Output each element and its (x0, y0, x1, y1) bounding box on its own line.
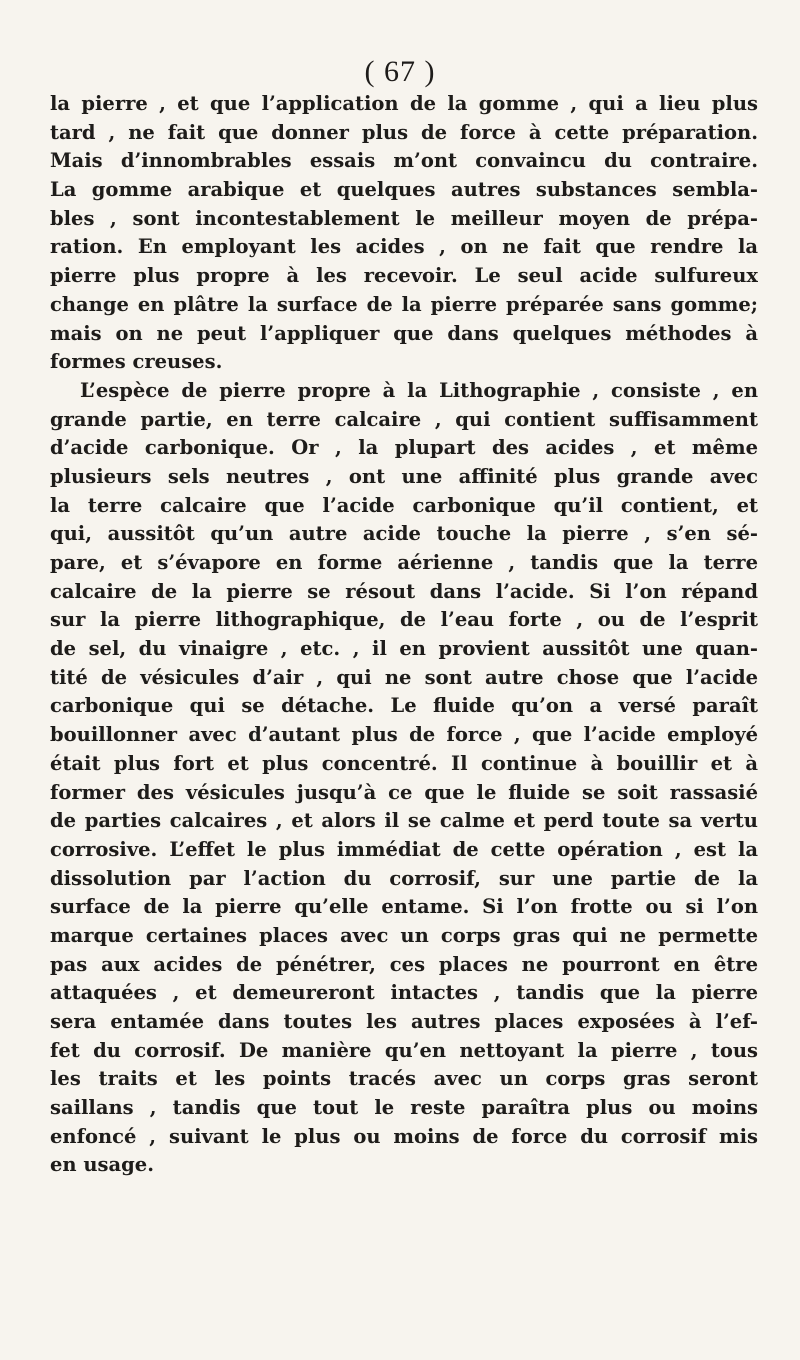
text-line: était plus fort et plus concentré. Il continue à bouillir et à (50, 751, 758, 775)
text-line: ration. En employant les acides , on ne fait que rendre la (50, 235, 758, 259)
text-line: qui, aussitôt qu’un autre acide touche la pierre , s’en sé- (50, 522, 758, 546)
text-line: former des vésicules jusqu’à ce que le fluide se soit rassasié (50, 780, 758, 804)
text-line: saillans , tandis que tout le reste paraîtra plus ou moins (50, 1096, 758, 1120)
body-text (50, 90, 758, 1180)
text-line: pas aux acides de pénétrer, ces places ne pourront en être (50, 952, 758, 976)
text-line: surface de la pierre qu’elle entame. Si l’on frotte ou si l’on (50, 895, 758, 919)
text-line: sera entamée dans toutes les autres places exposées à l’ef- (50, 1010, 758, 1033)
text-line: Mais d’innombrables essais m’ont convaincu du contraire. (50, 149, 758, 173)
text-line: plusieurs sels neutres , ont une affinité plus grande avec (50, 464, 758, 488)
text-line: fet du corrosif. De manière qu’en nettoyant la pierre , tous (50, 1038, 758, 1062)
text-line: de sel, du vinaigre , etc. , il en provient aussitôt une quan- (50, 637, 758, 661)
text-line: bles , sont incontestablement le meilleur moyen de prépa- (50, 206, 758, 230)
text-line: sur la pierre lithographique, de l’eau forte , ou de l’esprit (50, 608, 758, 632)
text-line: carbonique qui se détache. Le fluide qu’on a versé paraît (50, 694, 758, 718)
text-line: grande partie, en terre calcaire , qui contient suffisamment (50, 407, 758, 431)
text-line: dissolution par l’action du corrosif, sur une partie de la (50, 866, 758, 890)
text-line: La gomme arabique et quelques autres substances sembla- (50, 178, 758, 202)
text-line: de parties calcaires , et alors il se calme et perd toute sa vertu (50, 809, 758, 833)
text-line: la pierre , et que l’application de la gomme , qui a lieu plus (50, 92, 758, 115)
text-line: en usage. (50, 1153, 154, 1177)
text-line: calcaire de la pierre se résout dans l’acide. Si l’on répand (50, 579, 758, 603)
text-line: marque certaines places avec un corps gras qui ne permette (50, 923, 758, 947)
text-line: tité de vésicules d’air , qui ne sont autre chose que l’acide (50, 665, 758, 689)
text-line: la terre calcaire que l’acide carbonique qu’il contient, et (50, 493, 758, 517)
text-line: tard , ne fait que donner plus de force à cette préparation. (50, 120, 758, 144)
text-line: attaquées , et demeureront intactes , tandis que la pierre (50, 981, 758, 1005)
text-line: pare, et s’évapore en forme aérienne , tandis que la terre (50, 551, 758, 574)
text-line: enfoncé , suivant le plus ou moins de force du corrosif mis (50, 1124, 758, 1148)
text-line: les traits et les points tracés avec un corps gras seront (50, 1067, 758, 1091)
text-line: formes creuses. (50, 350, 223, 374)
text-line: corrosive. L’effet le plus immédiat de cette opération , est la (50, 837, 758, 861)
text-line: L’espèce de pierre propre à la Lithographie , consiste , en (80, 378, 758, 402)
text-line: bouillonner avec d’autant plus de force , que l’acide employé (50, 723, 758, 747)
page-number: ( 67 ) (364, 55, 436, 88)
text-line: mais on ne peut l’appliquer que dans quelques méthodes à (50, 321, 758, 345)
text-line: change en plâtre la surface de la pierre préparée sans gomme; (50, 292, 758, 316)
text-line: d’acide carbonique. Or , la plupart des acides , et même (50, 436, 758, 460)
text-line: pierre plus propre à les recevoir. Le seul acide sulfureux (50, 264, 758, 288)
